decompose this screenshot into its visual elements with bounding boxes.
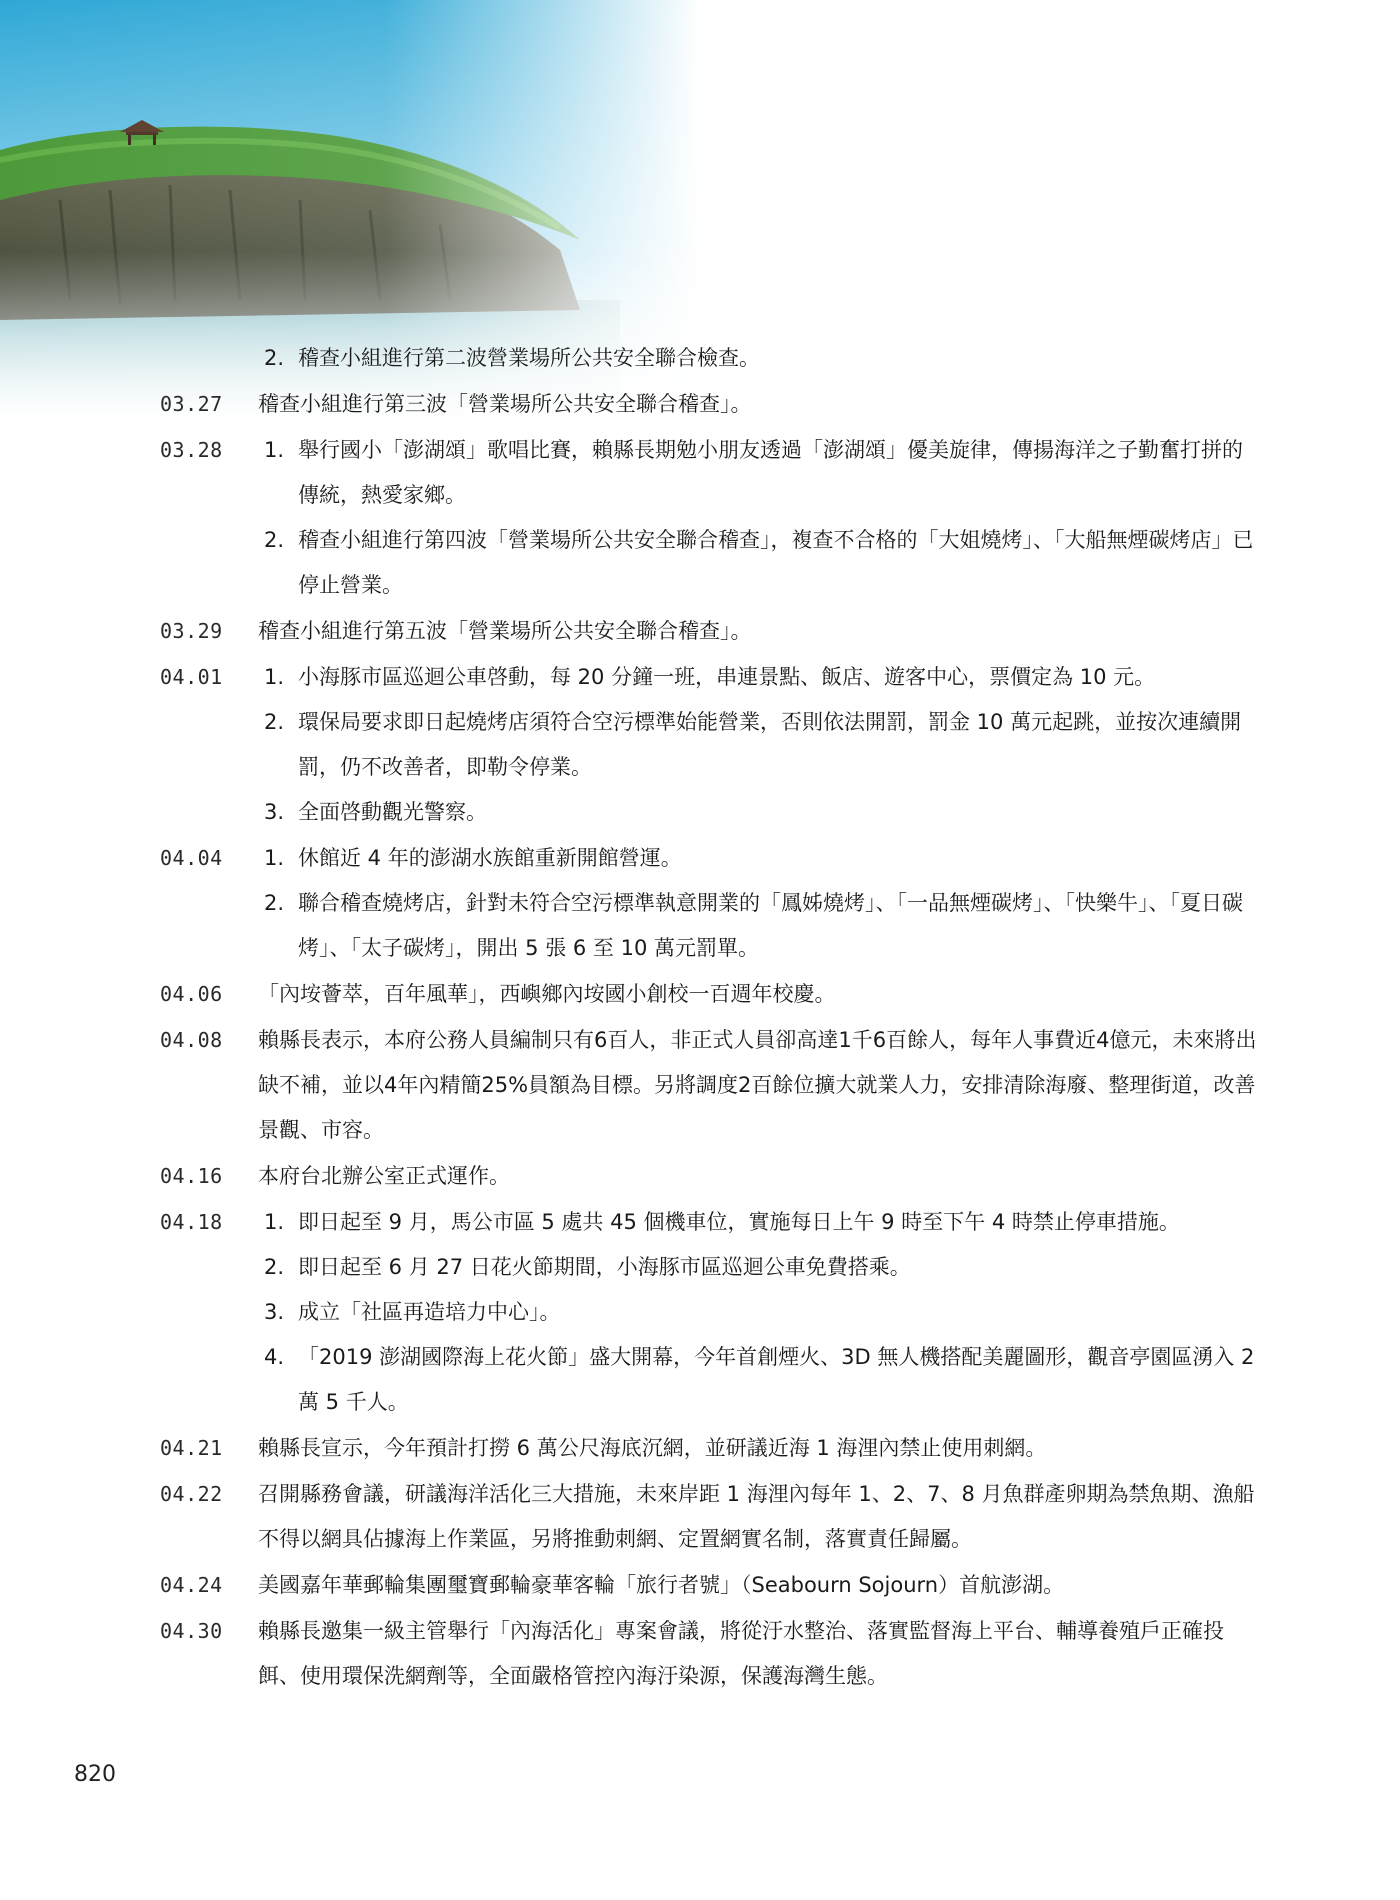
- list-item-number: 1.: [264, 665, 285, 689]
- list-item-number: 3.: [264, 800, 285, 824]
- entry-date: 04.01: [160, 665, 223, 689]
- list-item: [258, 790, 1260, 835]
- entry-body: [258, 609, 1260, 654]
- entry-body: [258, 1154, 1260, 1199]
- entry-text: 賴縣長邀集一級主管舉行「內海活化」專案會議，將從汙水整治、落實監督海上平台、輔導養殖戶正確投餌、使用環保洗網劑等，全面嚴格管控內海汙染源，保護海灣生態。: [258, 1619, 1224, 1688]
- chronicle-entry: [160, 1154, 1260, 1199]
- list-item: [258, 836, 1260, 881]
- list-item: [258, 1290, 1260, 1335]
- list-item: [258, 1245, 1260, 1290]
- list-item-number: 2.: [264, 710, 285, 734]
- entry-date: 04.06: [160, 982, 223, 1006]
- list-item-text: 稽查小組進行第四波「營業場所公共安全聯合稽查」，複查不合格的「大姐燒烤」、「大船無煙碳烤店」已停止營業。: [298, 528, 1254, 597]
- entry-body: [258, 1563, 1260, 1608]
- chronicle-entry: [160, 655, 1260, 835]
- entry-date: 04.18: [160, 1210, 223, 1234]
- chronicle-entry: [160, 1018, 1260, 1153]
- entry-body: [258, 1426, 1260, 1471]
- entry-body: [258, 836, 1260, 971]
- chronicle-entry: [160, 1472, 1260, 1562]
- list-item-number: 1.: [264, 846, 285, 870]
- entry-date: 03.27: [160, 392, 223, 416]
- list-item: [258, 1200, 1260, 1245]
- list-item: [258, 1335, 1260, 1425]
- entry-body: [258, 336, 1260, 381]
- chronicle-entry: [160, 428, 1260, 608]
- entry-date: 04.22: [160, 1482, 223, 1506]
- chronicle-entry: [160, 1563, 1260, 1608]
- entry-text: 賴縣長表示，本府公務人員編制只有6百人，非正式人員卻高達1千6百餘人，每年人事費近4億元，未來將出缺不補，並以4年內精簡25%員額為目標。另將調度2百餘位擴大就業人力，安排清除海廢、整理街道，改善景觀、市容。: [258, 1028, 1257, 1142]
- list-item-number: 3.: [264, 1300, 285, 1324]
- entry-body: [258, 1472, 1260, 1562]
- entry-body: [258, 1200, 1260, 1425]
- list-item-number: 1.: [264, 438, 285, 462]
- entry-body: [258, 1609, 1260, 1699]
- entry-text: 本府台北辦公室正式運作。: [258, 1164, 510, 1188]
- chronicle-entry: [160, 336, 1260, 381]
- entry-text: 賴縣長宣示，今年預計打撈 6 萬公尺海底沉網，並研議近海 1 海浬內禁止使用刺網。: [258, 1436, 1047, 1460]
- list-item-text: 「2019 澎湖國際海上花火節」盛大開幕，今年首創煙火、3D 無人機搭配美麗圖形，觀音亭園區湧入 2 萬 5 千人。: [298, 1345, 1255, 1414]
- entry-text: 召開縣務會議，研議海洋活化三大措施，未來岸距 1 海浬內每年 1、2、7、8 月魚群產卵期為禁魚期、漁船不得以網具佔據海上作業區，另將推動刺網、定置網實名制，落實責任歸屬。: [258, 1482, 1255, 1551]
- chronicle-entry: [160, 972, 1260, 1017]
- entry-date: 04.24: [160, 1573, 223, 1597]
- list-item-number: 4.: [264, 1345, 285, 1369]
- entry-text: 稽查小組進行第三波「營業場所公共安全聯合稽查」。: [258, 392, 752, 416]
- list-item: [258, 700, 1260, 790]
- list-item-number: 1.: [264, 1210, 285, 1234]
- entry-date: 04.30: [160, 1619, 223, 1643]
- chronicle-entry: [160, 382, 1260, 427]
- entry-date: 04.16: [160, 1164, 223, 1188]
- list-item: [258, 428, 1260, 518]
- list-item-number: 2.: [264, 891, 285, 915]
- list-item-text: 聯合稽查燒烤店，針對未符合空污標準執意開業的「鳳姊燒烤」、「一品無煙碳烤」、「快樂牛」、「夏日碳烤」、「太子碳烤」，開出 5 張 6 至 10 萬元罰單。: [298, 891, 1243, 960]
- list-item: [258, 881, 1260, 971]
- list-item-text: 稽查小組進行第二波營業場所公共安全聯合檢查。: [298, 346, 760, 370]
- list-item-number: 2.: [264, 528, 285, 552]
- entry-text: 美國嘉年華郵輪集團璽寶郵輪豪華客輪「旅行者號」（Seabourn Sojourn）首航澎湖。: [258, 1573, 1065, 1597]
- chronicle-entry: [160, 1609, 1260, 1699]
- list-item-text: 即日起至 9 月，馬公市區 5 處共 45 個機車位，實施每日上午 9 時至下午 4 時禁止停車措施。: [298, 1210, 1180, 1234]
- list-item: [258, 655, 1260, 700]
- list-item-text: 全面啓動觀光警察。: [298, 800, 487, 824]
- list-item-text: 成立「社區再造培力中心」。: [298, 1300, 561, 1324]
- entry-date: 04.04: [160, 846, 223, 870]
- entry-date: 04.21: [160, 1436, 223, 1460]
- page-number: 820: [74, 1762, 116, 1787]
- list-item: [258, 518, 1260, 608]
- entry-body: [258, 428, 1260, 608]
- entry-date: 04.08: [160, 1028, 223, 1052]
- list-item-text: 小海豚市區巡迴公車啓動，每 20 分鐘一班，串連景點、飯店、遊客中心，票價定為 10 元。: [298, 665, 1156, 689]
- list-item-text: 環保局要求即日起燒烤店須符合空污標準始能營業，否則依法開罰，罰金 10 萬元起跳，並按次連續開罰，仍不改善者，即勒令停業。: [298, 710, 1242, 779]
- list-item-text: 即日起至 6 月 27 日花火節期間，小海豚市區巡迴公車免費搭乘。: [298, 1255, 911, 1279]
- entry-date: 03.29: [160, 619, 223, 643]
- list-item-number: 2.: [264, 346, 285, 370]
- chronicle-entry: [160, 1200, 1260, 1425]
- list-item-text: 休館近 4 年的澎湖水族館重新開館營運。: [298, 846, 682, 870]
- entry-date: 03.28: [160, 438, 223, 462]
- chronicle-entry: [160, 1426, 1260, 1471]
- entry-text: 稽查小組進行第五波「營業場所公共安全聯合稽查」。: [258, 619, 752, 643]
- entry-text: 「內垵薈萃，百年風華」，西嶼鄉內垵國小創校一百週年校慶。: [258, 982, 836, 1006]
- chronicle-content: [160, 336, 1260, 1700]
- list-item-text: 舉行國小「澎湖頌」歌唱比賽，賴縣長期勉小朋友透過「澎湖頌」優美旋律，傳揚海洋之子勤奮打拼的傳統，熱愛家鄉。: [298, 438, 1243, 507]
- entry-body: [258, 655, 1260, 835]
- entry-body: [258, 972, 1260, 1017]
- entry-body: [258, 1018, 1260, 1153]
- list-item-number: 2.: [264, 1255, 285, 1279]
- chronicle-entry: [160, 609, 1260, 654]
- entry-body: [258, 382, 1260, 427]
- list-item: [258, 336, 1260, 381]
- chronicle-entry: [160, 836, 1260, 971]
